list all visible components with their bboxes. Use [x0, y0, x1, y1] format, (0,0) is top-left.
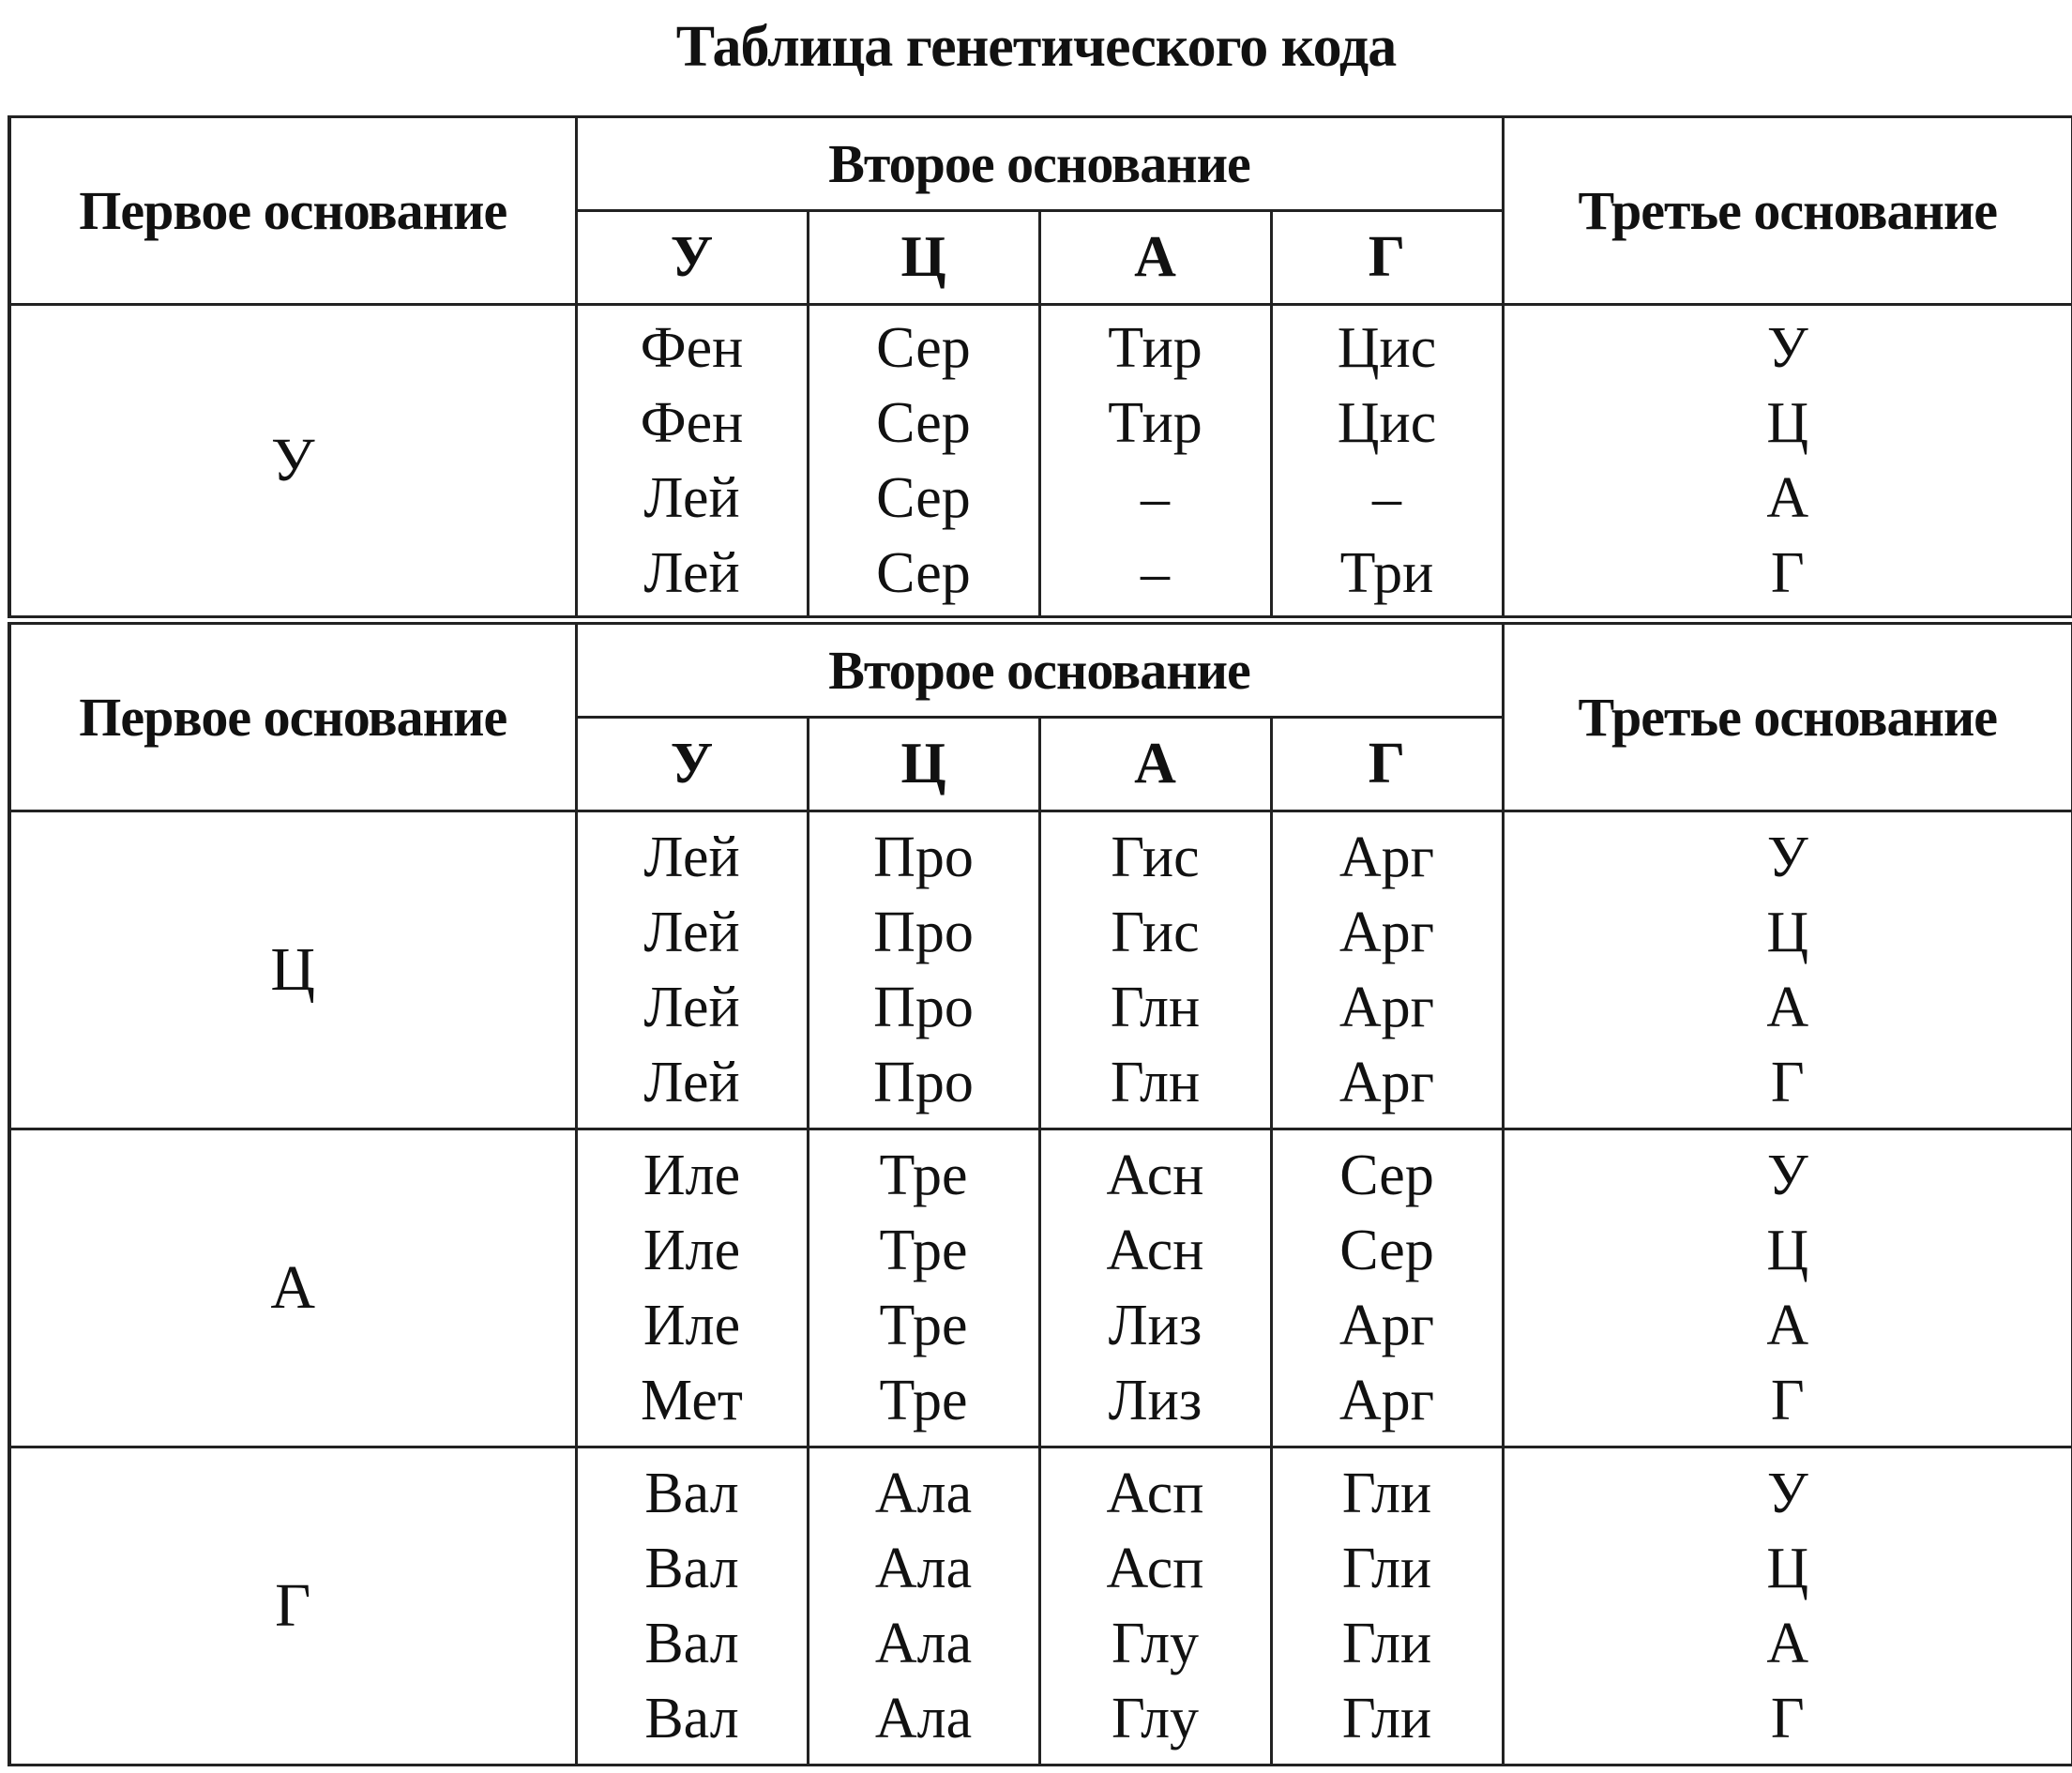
codon-column: [809, 311, 1038, 611]
third-base-column: [1505, 311, 2072, 611]
amino-acid: Цис: [1337, 316, 1437, 380]
third-base: А: [1766, 976, 1809, 1039]
amino-acid: Асн: [1106, 1144, 1204, 1207]
amino-acid: Тир: [1108, 391, 1202, 455]
amino-acid: Лиз: [1108, 1294, 1202, 1357]
amino-acid: Гли: [1341, 1687, 1432, 1750]
amino-acid: Лей: [643, 976, 740, 1039]
amino-acid: Гис: [1111, 826, 1200, 889]
codon-column: [578, 1456, 807, 1756]
genetic-code-table-2: [8, 622, 2072, 1766]
third-base: Ц: [1766, 1219, 1809, 1282]
codon-column: [1273, 1138, 1502, 1438]
codon-column: [578, 311, 807, 611]
second-base-g: Г: [1271, 211, 1503, 305]
third-base: Г: [1770, 1369, 1805, 1432]
third-base-column: [1505, 1138, 2072, 1438]
amino-acid: Глу: [1111, 1612, 1200, 1675]
amino-acid: Иле: [643, 1144, 741, 1207]
second-base-c: Ц: [808, 211, 1039, 305]
codon-column: [809, 1138, 1038, 1438]
amino-acid: Про: [873, 1051, 974, 1114]
amino-acid: Тре: [879, 1144, 968, 1207]
third-base: У: [1766, 316, 1808, 380]
amino-acid: Лей: [643, 1051, 740, 1114]
first-base-cell: У: [9, 305, 576, 617]
amino-acid: Ала: [874, 1462, 973, 1525]
codon-column: [578, 820, 807, 1120]
third-base-header: Третье основание: [1503, 624, 2072, 811]
amino-acid: Вал: [644, 1612, 739, 1675]
codon-column: [1273, 820, 1502, 1120]
first-base-cell: Ц: [9, 811, 576, 1129]
codon-column: [1041, 1456, 1270, 1756]
amino-acid: Про: [873, 901, 974, 964]
third-base: А: [1766, 466, 1809, 530]
amino-acid: Иле: [643, 1294, 741, 1357]
amino-acid: Цис: [1337, 391, 1437, 455]
amino-acid: Фен: [640, 391, 744, 455]
amino-acid: Про: [873, 976, 974, 1039]
amino-acid: Гли: [1341, 1612, 1432, 1675]
second-base-header: Второе основание: [576, 624, 1503, 718]
amino-acid: Асп: [1106, 1537, 1204, 1600]
amino-acid: Асп: [1106, 1462, 1204, 1525]
amino-acid: Арг: [1338, 1051, 1435, 1114]
third-base: Г: [1770, 1687, 1805, 1750]
first-base-header: Первое основание: [9, 624, 576, 811]
third-base-column: [1505, 820, 2072, 1120]
amino-acid: Гис: [1111, 901, 1200, 964]
codon-column: [1273, 1456, 1502, 1756]
second-base-c: Ц: [808, 718, 1039, 811]
amino-acid: Сер: [876, 466, 971, 530]
amino-acid: –: [1372, 466, 1402, 530]
amino-acid: Арг: [1338, 826, 1435, 889]
codon-column: [578, 1138, 807, 1438]
third-base: Ц: [1766, 901, 1809, 964]
third-base: Ц: [1766, 391, 1809, 455]
amino-acid: Арг: [1338, 1369, 1435, 1432]
amino-acid: Лей: [643, 466, 740, 530]
third-base: А: [1766, 1294, 1809, 1357]
amino-acid: Глн: [1110, 1051, 1201, 1114]
amino-acid: –: [1141, 541, 1170, 605]
codon-column: [1041, 311, 1270, 611]
amino-acid: Арг: [1338, 976, 1435, 1039]
amino-acid: Фен: [640, 316, 744, 380]
codon-column: [809, 1456, 1038, 1756]
amino-acid: Тре: [879, 1294, 968, 1357]
third-base: У: [1766, 1144, 1808, 1207]
page-title: Таблица генетического кода: [675, 15, 1397, 79]
third-base-header: Третье основание: [1503, 117, 2072, 305]
table-row: [9, 305, 2072, 617]
amino-acid: Ала: [874, 1612, 973, 1675]
amino-acid: Три: [1339, 541, 1434, 605]
amino-acid: –: [1141, 466, 1170, 530]
codon-column: [809, 820, 1038, 1120]
third-base: Ц: [1766, 1537, 1809, 1600]
amino-acid: Ала: [874, 1687, 973, 1750]
genetic-code-table-1: [8, 115, 2072, 618]
amino-acid: Иле: [643, 1219, 741, 1282]
amino-acid: Сер: [876, 391, 971, 455]
amino-acid: Лей: [643, 541, 740, 605]
amino-acid: Лей: [643, 901, 740, 964]
third-base: У: [1766, 826, 1808, 889]
table-row: [9, 1447, 2072, 1765]
amino-acid: Лиз: [1108, 1369, 1202, 1432]
second-base-a: А: [1039, 211, 1271, 305]
amino-acid: Мет: [641, 1369, 743, 1432]
amino-acid: Асн: [1106, 1219, 1204, 1282]
amino-acid: Сер: [876, 541, 971, 605]
table-row: [9, 811, 2072, 1129]
third-base: Г: [1770, 1051, 1805, 1114]
third-base-column: [1505, 1456, 2072, 1756]
amino-acid: Сер: [1339, 1144, 1434, 1207]
first-base-header: Первое основание: [9, 117, 576, 305]
second-base-u: У: [576, 211, 808, 305]
amino-acid: Сер: [876, 316, 971, 380]
third-base: Г: [1770, 541, 1805, 605]
codon-column: [1273, 311, 1502, 611]
table-row: [9, 1129, 2072, 1447]
amino-acid: Глн: [1110, 976, 1201, 1039]
amino-acid: Тре: [879, 1369, 968, 1432]
amino-acid: Гли: [1341, 1462, 1432, 1525]
third-base: У: [1766, 1462, 1808, 1525]
amino-acid: Арг: [1338, 901, 1435, 964]
amino-acid: Сер: [1339, 1219, 1434, 1282]
codon-column: [1041, 1138, 1270, 1438]
third-base: А: [1766, 1612, 1809, 1675]
first-base-cell: А: [9, 1129, 576, 1447]
second-base-header: Второе основание: [576, 117, 1503, 211]
amino-acid: Вал: [644, 1462, 739, 1525]
amino-acid: Вал: [644, 1687, 739, 1750]
amino-acid: Тир: [1108, 316, 1202, 380]
amino-acid: Ала: [874, 1537, 973, 1600]
first-base-cell: Г: [9, 1447, 576, 1765]
second-base-u: У: [576, 718, 808, 811]
amino-acid: Арг: [1338, 1294, 1435, 1357]
amino-acid: Тре: [879, 1219, 968, 1282]
second-base-a: А: [1039, 718, 1271, 811]
second-base-g: Г: [1271, 718, 1503, 811]
amino-acid: Про: [873, 826, 974, 889]
amino-acid: Вал: [644, 1537, 739, 1600]
amino-acid: Глу: [1111, 1687, 1200, 1750]
amino-acid: Лей: [643, 826, 740, 889]
codon-column: [1041, 820, 1270, 1120]
amino-acid: Гли: [1341, 1537, 1432, 1600]
